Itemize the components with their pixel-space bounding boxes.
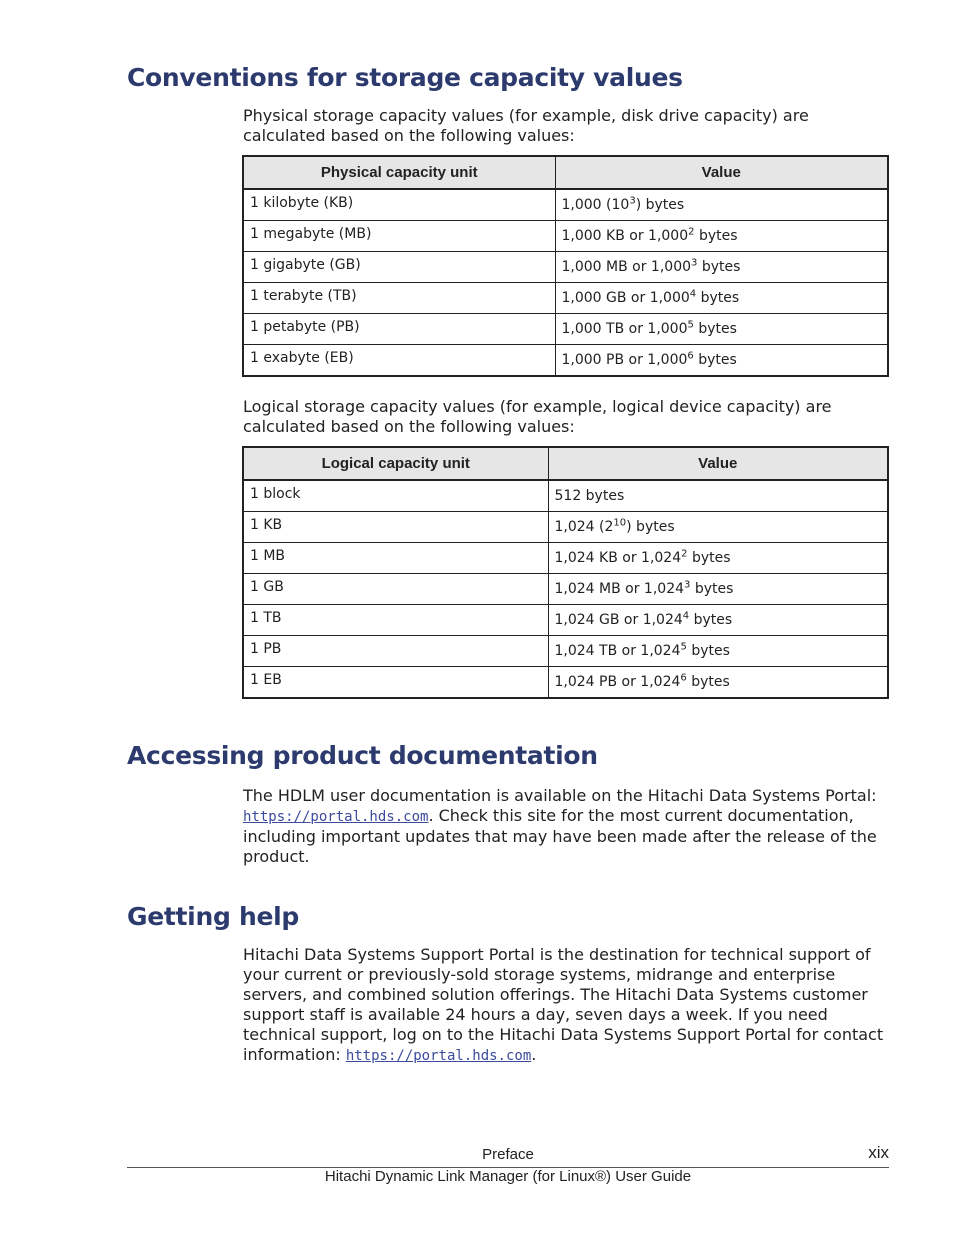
value-cell: [548, 574, 888, 605]
table-row: [243, 512, 888, 543]
value-text: 1,000 PB or 1,000: [561, 352, 688, 368]
section-heading-help: Getting help: [127, 902, 299, 931]
value-cell: [555, 283, 888, 314]
unit-text: 1 block: [250, 486, 301, 502]
value-exponent: 3: [684, 579, 691, 591]
value-exponent: 10: [613, 517, 627, 529]
value-text: 1,024 TB or 1,024: [554, 643, 681, 659]
value-exponent: 2: [688, 226, 695, 238]
value-cell: [555, 345, 888, 377]
value-text: 1,000 (10: [561, 197, 630, 213]
value-text: 1,024 GB or 1,024: [554, 612, 683, 628]
unit-cell: [243, 574, 548, 605]
access-paragraph: [243, 786, 893, 867]
logical-capacity-table: [242, 446, 889, 699]
unit-text: 1 GB: [250, 579, 284, 595]
value-cell: [555, 221, 888, 252]
table-row: [243, 345, 888, 377]
value-exponent: 3: [691, 257, 698, 269]
value-exponent: 5: [680, 641, 687, 653]
value-text: bytes: [696, 290, 740, 306]
unit-cell: [243, 283, 555, 314]
table-row: [243, 605, 888, 636]
value-text: 1,024 PB or 1,024: [554, 674, 681, 690]
column-header-value: Value: [555, 156, 888, 189]
value-text: bytes: [694, 228, 738, 244]
logical-intro-text: Logical storage capacity values (for example, logical device capacity) are calculated based on the following values:: [243, 397, 832, 436]
unit-text: 1 exabyte (EB): [250, 350, 354, 366]
table-row: [243, 480, 888, 512]
unit-text: 1 terabyte (TB): [250, 288, 357, 304]
value-exponent: 6: [687, 350, 694, 362]
column-header-unit: Physical capacity unit: [243, 156, 555, 189]
value-text: 1,000 KB or 1,000: [561, 228, 689, 244]
unit-cell: [243, 189, 555, 221]
section-heading-conventions: Conventions for storage capacity values: [127, 63, 683, 92]
table-row: [243, 636, 888, 667]
value-text: ) bytes: [626, 519, 675, 535]
value-cell: [548, 605, 888, 636]
physical-intro-text: Physical storage capacity values (for example, disk drive capacity) are calculated based on the following values:: [243, 106, 809, 145]
value-text: ) bytes: [635, 197, 685, 213]
value-cell: [555, 314, 888, 345]
unit-text: 1 megabyte (MB): [250, 226, 372, 242]
logical-table-body: [243, 480, 888, 698]
unit-text: 1 MB: [250, 548, 286, 564]
footer-section-name: Preface: [482, 1146, 534, 1163]
unit-text: 1 KB: [250, 517, 283, 533]
value-text: bytes: [687, 550, 731, 566]
value-text: 1,000 GB or 1,000: [561, 290, 690, 306]
unit-cell: [243, 221, 555, 252]
table-row: [243, 543, 888, 574]
value-exponent: 6: [680, 672, 687, 684]
value-text: bytes: [686, 643, 730, 659]
value-text: 1,000 MB or 1,000: [561, 259, 692, 275]
help-text-before: Hitachi Data Systems Support Portal is the destination for technical support of your current or previously-sold storage systems, midrange and enterprise servers, and combined solution offerings. The Hitachi Data Systems customer support staff is available 24 hours a day, seven days a week. If you need technical support, log on to the Hitachi Data Systems Support Portal for contact information:: [243, 945, 884, 1064]
unit-text: 1 gigabyte (GB): [250, 257, 361, 273]
value-cell: [548, 543, 888, 574]
unit-cell: [243, 252, 555, 283]
footer-document-title: Hitachi Dynamic Link Manager (for Linux®) User Guide: [324, 1168, 692, 1185]
access-text-before: The HDLM user documentation is available on the Hitachi Data Systems Portal:: [243, 786, 877, 805]
physical-capacity-table: [242, 155, 889, 377]
value-text: 1,024 KB or 1,024: [554, 550, 682, 566]
unit-cell: [243, 543, 548, 574]
access-text-after: . Check this site for the most current documentation, including important updates that may have been made after the release of the product.: [243, 806, 877, 866]
section-heading-access: Accessing product documentation: [127, 741, 598, 770]
unit-cell: [243, 512, 548, 543]
table-header-row: [243, 447, 888, 480]
unit-cell: [243, 667, 548, 699]
value-text: 1,024 MB or 1,024: [554, 581, 685, 597]
table-row: [243, 283, 888, 314]
help-text-after: .: [531, 1045, 537, 1064]
value-cell: [548, 480, 888, 512]
value-text: bytes: [693, 321, 737, 337]
unit-text: 1 TB: [250, 610, 282, 626]
table-row: [243, 252, 888, 283]
value-cell: [555, 189, 888, 221]
unit-text: 1 EB: [250, 672, 282, 688]
footer-page-number: xix: [868, 1143, 889, 1162]
value-exponent: 4: [689, 288, 697, 300]
help-paragraph: [243, 945, 893, 1066]
unit-text: 1 PB: [250, 641, 282, 657]
value-text: bytes: [690, 581, 734, 597]
value-text: bytes: [689, 612, 733, 628]
table-row: [243, 189, 888, 221]
unit-cell: [243, 605, 548, 636]
value-text: 512 bytes: [554, 488, 625, 504]
unit-cell: [243, 345, 555, 377]
unit-cell: [243, 314, 555, 345]
value-text: bytes: [697, 259, 741, 275]
portal-link[interactable]: https://portal.hds.com: [243, 809, 429, 825]
column-header-value: Value: [548, 447, 888, 480]
value-text: 1,000 TB or 1,000: [561, 321, 688, 337]
value-cell: [548, 636, 888, 667]
unit-cell: [243, 636, 548, 667]
value-cell: [548, 667, 888, 699]
table-row: [243, 221, 888, 252]
unit-text: 1 kilobyte (KB): [250, 195, 354, 211]
value-exponent: 4: [682, 610, 690, 622]
column-header-unit: Logical capacity unit: [243, 447, 548, 480]
unit-text: 1 petabyte (PB): [250, 319, 360, 335]
unit-cell: [243, 480, 548, 512]
table-row: [243, 574, 888, 605]
table-row: [243, 314, 888, 345]
table-row: [243, 667, 888, 699]
value-exponent: 3: [629, 195, 636, 207]
value-text: 1,024 (2: [554, 519, 614, 535]
value-text: bytes: [693, 352, 737, 368]
physical-table-body: [243, 189, 888, 376]
value-text: bytes: [686, 674, 730, 690]
value-cell: [548, 512, 888, 543]
value-exponent: 2: [681, 548, 688, 560]
value-exponent: 5: [687, 319, 694, 331]
support-portal-link[interactable]: https://portal.hds.com: [345, 1048, 532, 1064]
value-cell: [555, 252, 888, 283]
table-header-row: [243, 156, 888, 189]
